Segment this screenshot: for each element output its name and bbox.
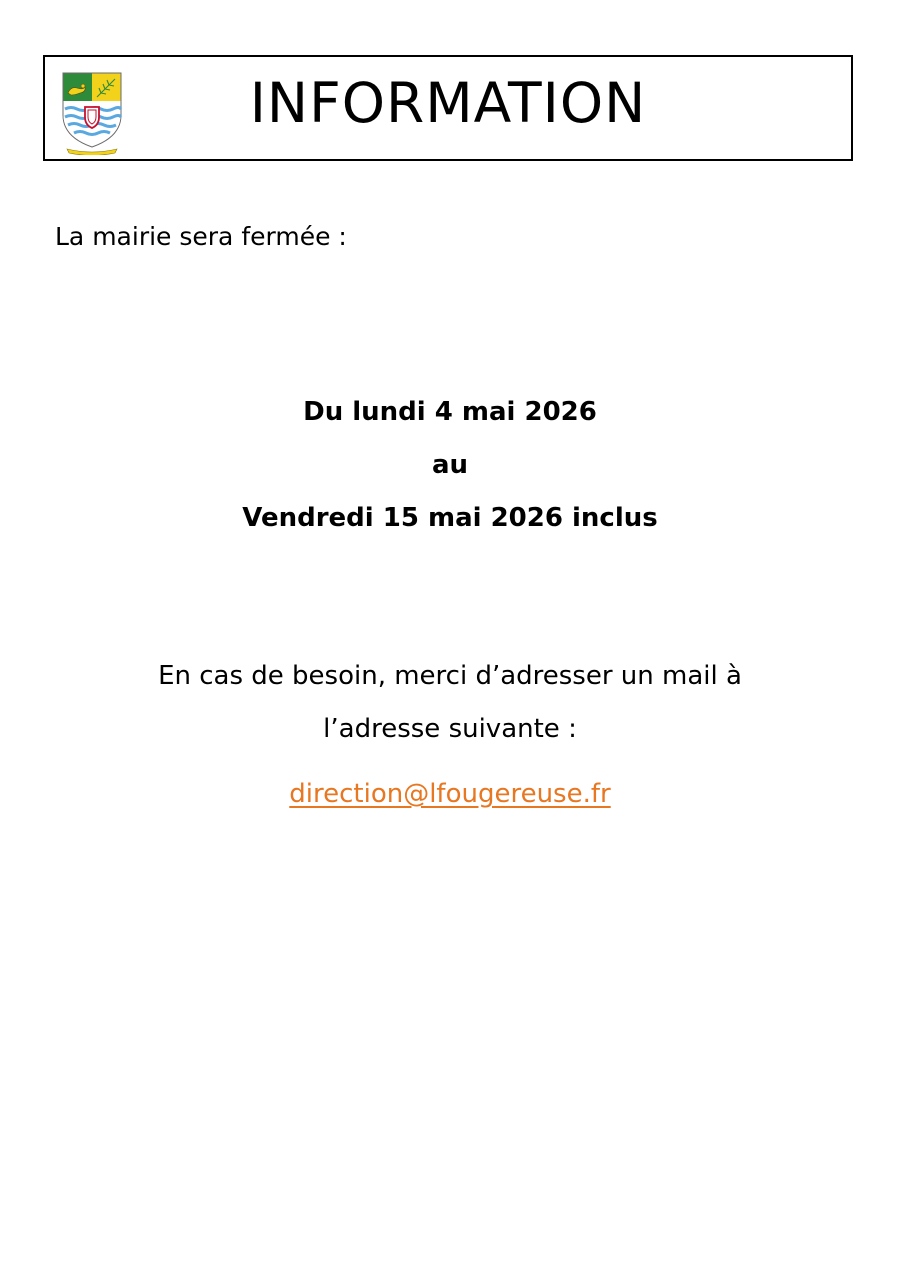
closure-period (0, 386, 900, 545)
period-start: Du lundi 4 mai 2026 (303, 397, 597, 427)
contact-line-1: En cas de besoin, merci d’adresser un mail à (158, 661, 742, 691)
header-box (43, 55, 853, 161)
notice-intro: La mairie sera fermée : (55, 222, 347, 251)
contact-line-2: l’adresse suivante : (323, 714, 577, 744)
period-end: Vendredi 15 mai 2026 inclus (242, 503, 658, 533)
email-link[interactable]: direction@lfougereuse.fr (289, 779, 611, 809)
contact-instructions (0, 650, 900, 756)
period-connector: au (431, 450, 469, 480)
page-title: INFORMATION (249, 71, 647, 135)
email-container (0, 772, 900, 816)
